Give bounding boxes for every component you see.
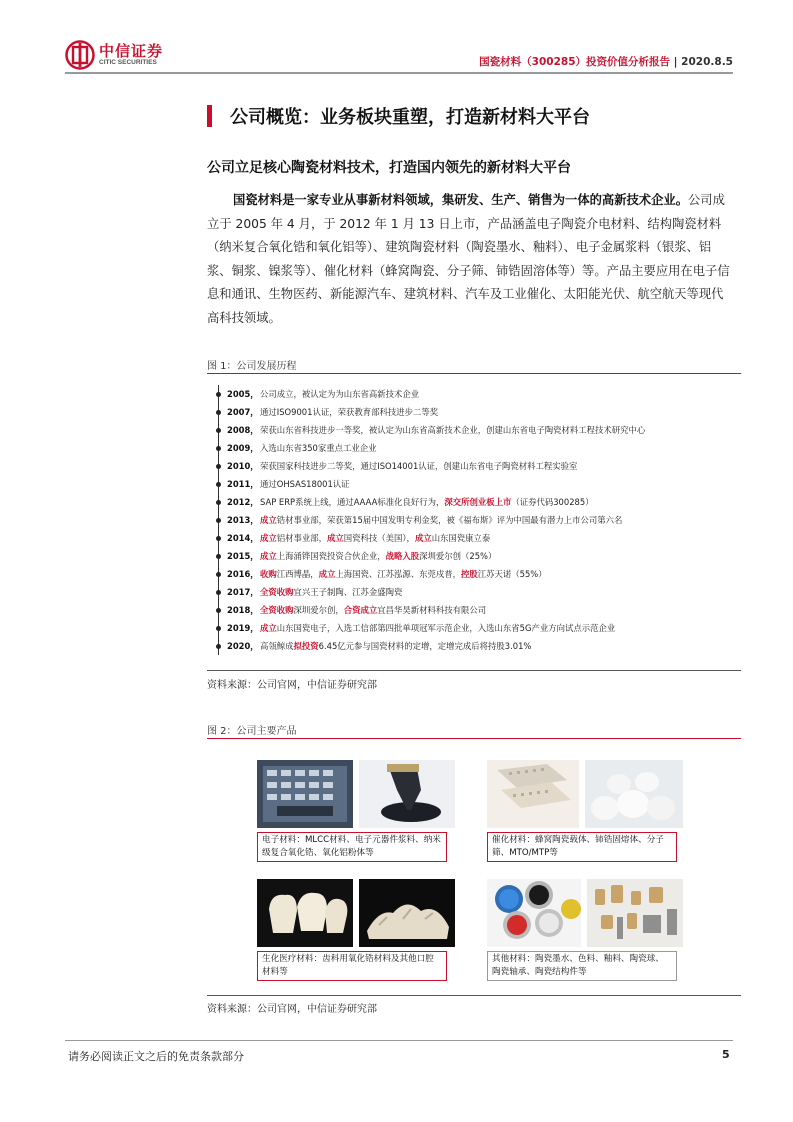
logo-chinese-name: 中信证券 <box>99 42 164 60</box>
timeline-event-text <box>260 529 490 547</box>
citic-logo-icon <box>65 40 95 70</box>
figure1-bottom-rule <box>207 670 741 671</box>
paste-slurry-image <box>359 760 455 828</box>
timeline-highlight: 成立 <box>260 533 277 543</box>
timeline-year: 2012， <box>227 497 259 507</box>
timeline-text-part: 深圳爱尔创（25%） <box>419 551 497 561</box>
logo-english-name: CITIC SECURITIES <box>99 59 157 66</box>
figure2-label: 图 2：公司主要产品 <box>207 726 297 737</box>
timeline-year: 2019， <box>227 623 259 633</box>
timeline-event-text <box>260 547 496 565</box>
timeline-dot-icon <box>216 446 221 451</box>
timeline-row <box>207 403 741 421</box>
timeline-text-part: 入选山东省350家重点工业企业 <box>260 443 377 453</box>
product-electronic-caption: 电子材料：MLCC材料、电子元器件浆料、纳米级复合氧化锆、氧化铝粉体等 <box>257 832 447 862</box>
timeline-row <box>207 457 741 475</box>
header-separator: | <box>673 56 678 68</box>
timeline-highlight: 拟投资 <box>293 641 319 651</box>
intro-lead: 国瓷材料是一家专业从事新材料领域，集研发、生产、销售为一体的高新技术企业。 <box>233 193 688 207</box>
timeline-dot-icon <box>216 392 221 397</box>
timeline-event-text <box>260 457 577 475</box>
timeline-year: 2005， <box>227 389 259 399</box>
timeline-row <box>207 529 741 547</box>
timeline-text-part: 上海涌铧国瓷投资合伙企业， <box>276 551 386 561</box>
product-other-caption: 其他材料：陶瓷墨水、色料、釉料、陶瓷球、陶瓷轴承、陶瓷结构件等 <box>487 951 677 981</box>
timeline-dot-icon <box>216 626 221 631</box>
honeycomb-ceramic-image <box>487 760 579 828</box>
timeline-text-part: 上海国瓷、江苏泓源、东莞戍普， <box>335 569 461 579</box>
timeline-dot-icon <box>216 518 221 523</box>
timeline-event-text <box>260 583 402 601</box>
timeline-event-text <box>260 385 419 403</box>
timeline-row <box>207 493 741 511</box>
timeline-event-text <box>260 439 376 457</box>
timeline-row <box>207 511 741 529</box>
figure2-source: 资料来源：公司官网，中信证券研究部 <box>207 1004 377 1015</box>
timeline-text-part: 宜昌华昊新材料科技有限公司 <box>377 605 487 615</box>
timeline-row <box>207 637 741 655</box>
product-catalyst-caption: 催化材料：蜂窝陶瓷载体、铈锆固熔体、分子筛、MTO/MTP等 <box>487 832 677 862</box>
timeline-year: 2007， <box>227 407 259 417</box>
timeline-year: 2015， <box>227 551 259 561</box>
timeline-text-part: 山东国瓷康立泰 <box>431 533 491 543</box>
ceramic-parts-image <box>587 879 683 947</box>
dental-crowns-image <box>257 879 353 947</box>
page-header <box>65 40 733 74</box>
timeline-highlight: 控股 <box>461 569 478 579</box>
timeline-event-text <box>260 619 615 637</box>
timeline-text-part: 高瓴鲸成 <box>260 641 294 651</box>
timeline-highlight: 成立 <box>260 515 277 525</box>
timeline-highlight: 成立 <box>260 623 277 633</box>
timeline-text-part: 宜兴王子制陶、江苏金盛陶瓷 <box>293 587 403 597</box>
timeline-year: 2013， <box>227 515 259 525</box>
timeline-row <box>207 619 741 637</box>
timeline-year: 2009， <box>227 443 259 453</box>
timeline-text-part: 深圳爱尔创， <box>293 605 344 615</box>
citic-logo <box>65 40 163 70</box>
timeline-highlight: 战略入股 <box>385 551 420 561</box>
timeline-highlight: 成立 <box>260 551 277 561</box>
figure2-bottom-rule <box>207 995 741 996</box>
timeline-text-part: 铝材事业部， <box>276 533 327 543</box>
timeline-dot-icon <box>216 536 221 541</box>
development-timeline <box>207 385 741 655</box>
timeline-text-part: 荣获山东省科技进步一等奖，被认定为山东省高新技术企业，创建山东省电子陶瓷材料工程技术研究中心 <box>260 425 646 435</box>
page-number: 5 <box>722 1048 730 1061</box>
timeline-highlight: 深交所创业板上市 <box>444 497 512 507</box>
timeline-dot-icon <box>216 608 221 613</box>
timeline-text-part: 6.45亿元参与国瓷材料的定增，定增完成后将持股3.01% <box>318 641 532 651</box>
section-marker <box>207 105 212 127</box>
header-divider <box>65 72 733 74</box>
timeline-event-text <box>260 601 486 619</box>
timeline-event-text <box>260 637 531 655</box>
timeline-text-part: 山东国瓷电子，入选工信部第四批单项冠军示范企业，入选山东省5G产业方向试点示范企业 <box>276 623 616 633</box>
timeline-dot-icon <box>216 644 221 649</box>
timeline-year: 2008， <box>227 425 259 435</box>
timeline-text-part: 江苏天诺（55%） <box>477 569 547 579</box>
timeline-row <box>207 439 741 457</box>
timeline-dot-icon <box>216 464 221 469</box>
product-biomedical-caption: 生化医疗材料：齿科用氧化锆材料及其他口腔材料等 <box>257 951 447 981</box>
section-title: 公司概览：业务板块重塑，打造新材料大平台 <box>230 107 590 128</box>
timeline-dot-icon <box>216 554 221 559</box>
product-grid <box>207 745 741 990</box>
circuit-board-image <box>257 760 353 828</box>
timeline-year: 2014， <box>227 533 259 543</box>
timeline-row <box>207 547 741 565</box>
timeline-event-text <box>260 421 645 439</box>
timeline-event-text <box>260 511 622 529</box>
timeline-text-part: 荣获国家科技进步二等奖，通过ISO14001认证，创建山东省电子陶瓷材料工程实验室 <box>260 461 578 471</box>
figure1-source: 资料来源：公司官网，中信证券研究部 <box>207 680 377 691</box>
intro-body: 公司成立于 2005 年 4 月，于 2012 年 1 月 13 日上市，产品涵盖电子陶瓷介电材料、结构陶瓷材料（纳米复合氧化锆和氧化铝等）、建筑陶瓷材料（陶瓷墨水、釉料）、电子金属浆料（银浆、铝浆、铜浆、镍浆等）、催化材料（蜂窝陶瓷、分子筛、铈锆固溶体等）等。产品主要应用在电子信息和通讯、生物医药、新能源汽车、建筑材料、汽车及工业催化、太阳能光伏、航空航天等现代高科技领域。 <box>207 193 730 325</box>
timeline-year: 2011， <box>227 479 259 489</box>
timeline-year: 2018， <box>227 605 259 615</box>
timeline-dot-icon <box>216 428 221 433</box>
timeline-highlight: 合资成立 <box>343 605 378 615</box>
timeline-event-text <box>260 493 594 511</box>
timeline-text-part: 锆材事业部，荣获第15届中国发明专利金奖，被《福布斯》评为中国最有潜力上市公司第六名 <box>276 515 623 525</box>
timeline-dot-icon <box>216 500 221 505</box>
powder-piles-image <box>585 760 683 828</box>
timeline-year: 2010， <box>227 461 259 471</box>
timeline-text-part: SAP ERP系统上线，通过AAAA标准化良好行为， <box>260 497 445 507</box>
dental-bridge-image <box>359 879 455 947</box>
timeline-event-text <box>260 565 547 583</box>
timeline-event-text <box>260 403 438 421</box>
timeline-row <box>207 601 741 619</box>
timeline-text-part: 通过ISO9001认证，荣获教育部科技进步二等奖 <box>260 407 439 417</box>
figure2-top-rule <box>207 738 741 739</box>
ink-cans-image <box>487 879 581 947</box>
timeline-row <box>207 583 741 601</box>
intro-paragraph <box>207 189 732 330</box>
timeline-row <box>207 475 741 493</box>
figure1-label: 图 1：公司发展历程 <box>207 361 297 372</box>
timeline-text-part: 通过OHSAS18001认证 <box>260 479 350 489</box>
timeline-row <box>207 385 741 403</box>
timeline-row <box>207 565 741 583</box>
timeline-dot-icon <box>216 410 221 415</box>
timeline-event-text <box>260 475 350 493</box>
timeline-dot-icon <box>216 482 221 487</box>
timeline-text-part: 江西博晶， <box>276 569 319 579</box>
section-heading <box>207 103 590 129</box>
report-title: 国瓷材料（300285）投资价值分析报告 <box>479 56 671 68</box>
timeline-dot-icon <box>216 590 221 595</box>
timeline-highlight: 收购 <box>260 569 277 579</box>
disclaimer-note: 请务必阅读正文之后的免责条款部分 <box>68 1050 244 1063</box>
report-date: 2020.8.5 <box>681 56 733 68</box>
timeline-highlight: 全资收购 <box>260 605 294 615</box>
timeline-text-part: 公司成立，被认定为为山东省高新技术企业 <box>260 389 420 399</box>
subheading: 公司立足核心陶瓷材料技术，打造国内领先的新材料大平台 <box>207 160 571 176</box>
timeline-text-part: （证券代码300285） <box>511 497 594 507</box>
report-meta <box>479 54 733 69</box>
timeline-year: 2017， <box>227 587 259 597</box>
timeline-text-part: 国瓷科技（美国）， <box>343 533 415 543</box>
timeline-highlight: 全资收购 <box>260 587 294 597</box>
timeline-highlight: 成立 <box>414 533 432 543</box>
timeline-dot-icon <box>216 572 221 577</box>
timeline-row <box>207 421 741 439</box>
timeline-highlight: 成立 <box>318 569 336 579</box>
footer-divider <box>65 1040 733 1041</box>
figure1-top-rule <box>207 373 741 374</box>
timeline-year: 2020， <box>227 641 259 651</box>
timeline-year: 2016， <box>227 569 259 579</box>
timeline-highlight: 成立 <box>327 533 344 543</box>
